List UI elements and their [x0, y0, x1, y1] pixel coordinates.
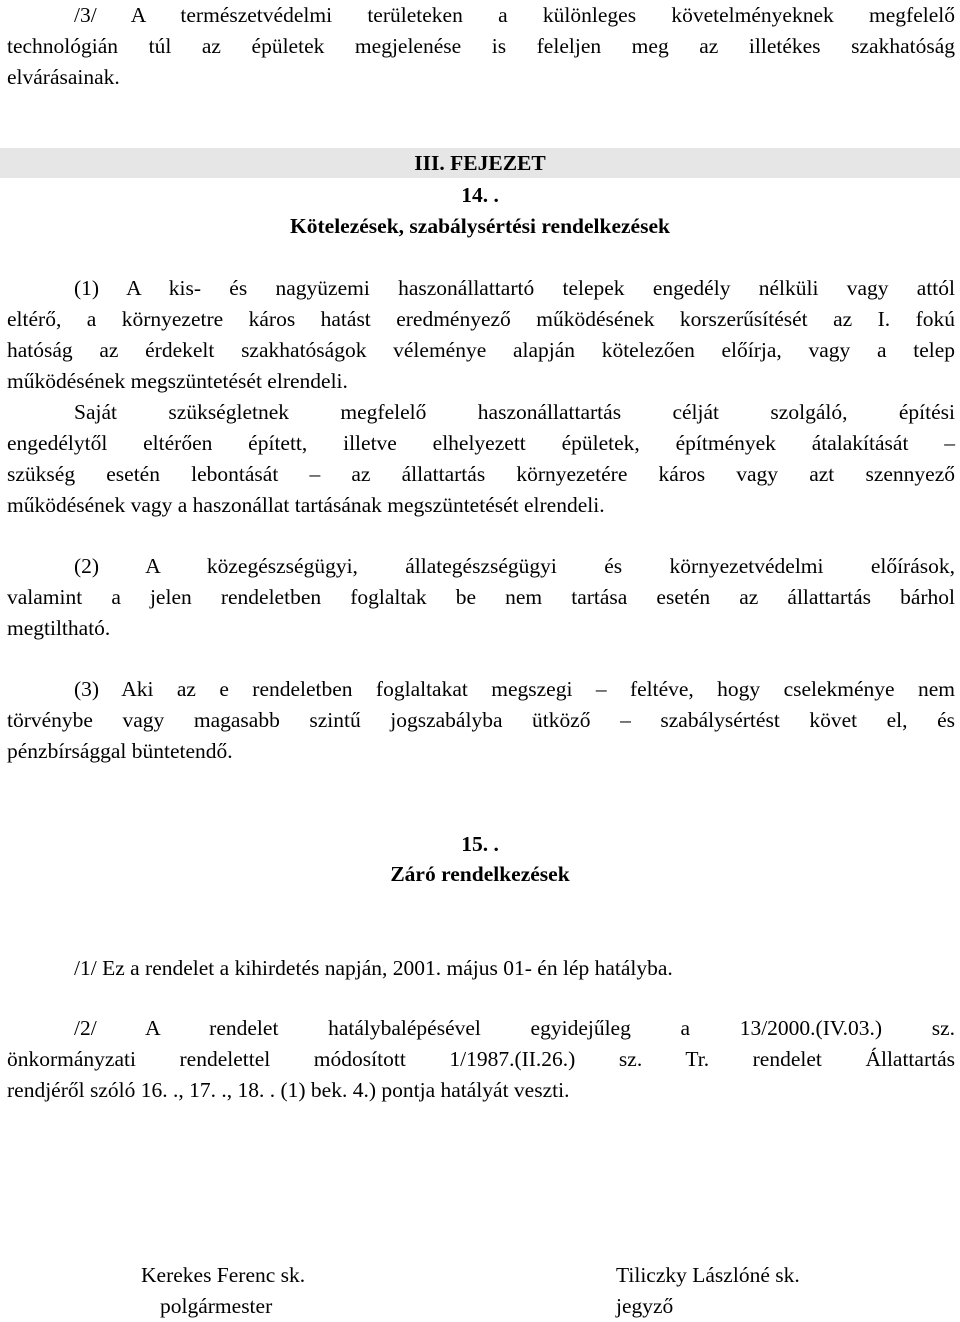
paragraph-3: [7, 674, 955, 767]
text-line: valamint a jelen rendeletben foglaltak be nem tartása esetén az állattartás bárhol: [7, 585, 955, 609]
closing-paragraph-1: [7, 953, 955, 984]
notary-name: Tiliczky Lászlóné sk.: [616, 1263, 800, 1287]
text-line: hatóság az érdekelt szakhatóságok véleménye alapján kötelezően előírja, vagy a telep: [7, 338, 955, 362]
paragraph-1: [7, 273, 955, 397]
text-line: elvárásainak.: [7, 65, 120, 89]
text-line: pénzbírsággal büntetendő.: [7, 739, 233, 763]
text-line: törvénybe vagy magasabb szintű jogszabályba ütköző – szabálysértést követ el, és: [7, 708, 955, 732]
notary-title: jegyző: [616, 1294, 674, 1318]
section-15-number: 15. .: [461, 832, 499, 856]
text-line: technológián túl az épületek megjelenése is feleljen meg az illetékes szakhatóság: [7, 34, 955, 58]
text-line: /1/ Ez a rendelet a kihirdetés napján, 2001. május 01- én lép hatályba.: [74, 956, 673, 980]
text-line: /3/ A természetvédelmi területeken a különleges követelményeknek megfelelő: [74, 3, 955, 27]
chapter-title: III. FEJEZET: [414, 151, 546, 175]
mayor-title: polgármester: [160, 1294, 273, 1318]
text-line: (2) A közegészségügyi, állategészségügyi és környezetvédelmi előírások,: [74, 554, 955, 578]
section-title: Kötelezések, szabálysértési rendelkezések: [290, 214, 670, 238]
text-line: /2/ A rendelet hatálybalépésével egyidejűleg a 13/2000.(IV.03.) sz.: [74, 1016, 955, 1040]
text-line: (3) Aki az e rendeletben foglaltakat megszegi – feltéve, hogy cselekménye nem: [74, 677, 955, 701]
top-paragraph: [7, 0, 955, 93]
text-line: rendjéről szóló 16. ., 17. ., 18. . (1) bek. 4.) pontja hatályát veszti.: [7, 1078, 570, 1102]
section-15-title: Záró rendelkezések: [390, 862, 570, 886]
closing-paragraph-2: [7, 1013, 955, 1106]
text-line: működésének megszüntetését elrendeli.: [7, 369, 348, 393]
section-number: 14. .: [461, 183, 499, 207]
mayor-name: Kerekes Ferenc sk.: [141, 1263, 306, 1287]
text-line: (1) A kis- és nagyüzemi haszonállattartó telepek engedély nélküli vagy attól: [74, 276, 955, 300]
text-line: önkormányzati rendelettel módosított 1/1987.(II.26.) sz. Tr. rendelet Állattartás: [7, 1047, 955, 1071]
text-line: megtiltható.: [7, 616, 111, 640]
text-line: működésének vagy a haszonállat tartásának megszüntetését elrendeli.: [7, 493, 605, 517]
text-line: Saját szükségletnek megfelelő haszonállattartás célját szolgáló, építési: [74, 400, 955, 424]
text-line: eltérő, a környezetre káros hatást eredményező működésének korszerűsítését az I. fokú: [7, 307, 955, 331]
text-line: szükség esetén lebontását – az állattartás környezetére káros vagy azt szennyező: [7, 462, 955, 486]
paragraph-2: [7, 551, 955, 644]
paragraph-1b: [7, 397, 955, 521]
text-line: engedélytől eltérően épített, illetve elhelyezett épületek, építmények átalakítását –: [7, 431, 955, 455]
